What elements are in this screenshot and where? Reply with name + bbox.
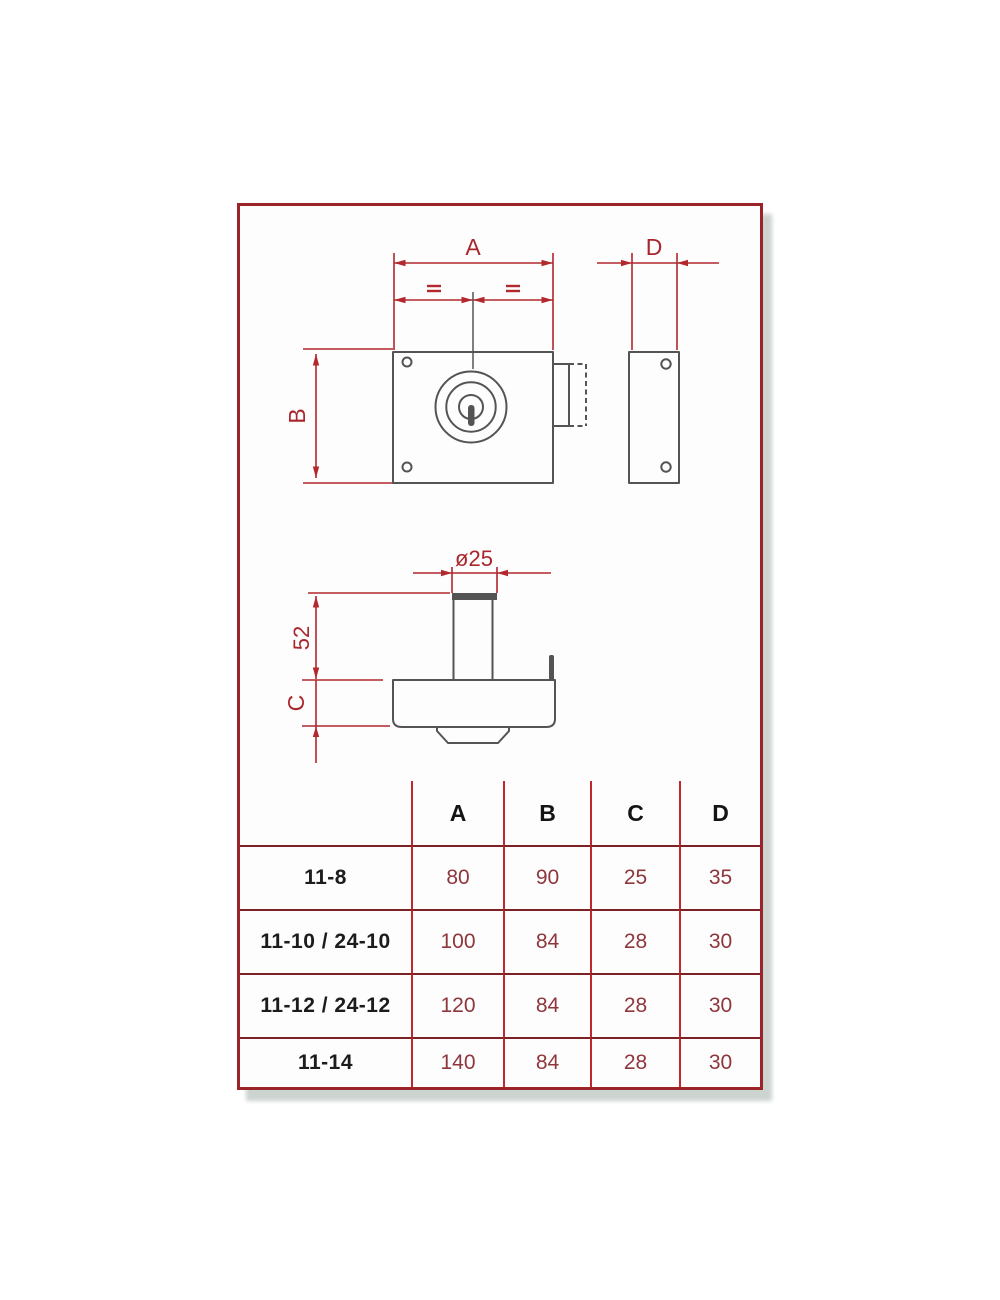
value-b: 84 (503, 973, 590, 1037)
dimension-52 (289, 593, 450, 680)
side-view-lock (393, 593, 555, 743)
technical-drawing (240, 206, 760, 781)
value-a: 80 (411, 845, 503, 909)
cylinder-cap (452, 593, 497, 600)
value-c: 25 (590, 845, 679, 909)
dim-label-diameter: ø25 (455, 546, 493, 571)
value-d: 35 (679, 845, 760, 909)
value-a: 120 (411, 973, 503, 1037)
spec-table (240, 781, 760, 1087)
value-b: 90 (503, 845, 590, 909)
screw-hole (661, 359, 670, 368)
table-header-empty (240, 781, 411, 845)
cylinder-collar (437, 727, 509, 743)
table-header-B: B (503, 781, 590, 845)
value-c: 28 (590, 1037, 679, 1087)
dim-label-B: B (284, 408, 310, 424)
equal-mark-right (506, 286, 520, 291)
dim-label-52: 52 (289, 625, 314, 651)
bolt (553, 364, 586, 426)
dimension-C (283, 680, 390, 763)
dim-label-C: C (283, 694, 309, 712)
product-dimension-card (237, 203, 763, 1090)
dim-label-D: D (645, 234, 663, 260)
screw-hole (661, 462, 670, 471)
value-b: 84 (503, 909, 590, 973)
dimension-diameter-25 (413, 546, 551, 593)
bolt-pin (549, 655, 554, 681)
value-d: 30 (679, 973, 760, 1037)
table-header-D: D (679, 781, 760, 845)
value-b: 84 (503, 1037, 590, 1087)
dimension-D (597, 234, 719, 350)
equal-mark-left (427, 286, 441, 291)
model-name: 11-10 / 24-10 (240, 909, 411, 973)
cylinder-side (454, 599, 493, 680)
table-header-A: A (411, 781, 503, 845)
value-c: 28 (590, 909, 679, 973)
model-name: 11-12 / 24-12 (240, 973, 411, 1037)
value-c: 28 (590, 973, 679, 1037)
value-d: 30 (679, 1037, 760, 1087)
model-name: 11-14 (240, 1037, 411, 1087)
value-a: 100 (411, 909, 503, 973)
front-view-strike-plate (629, 352, 679, 483)
keyhole-slot (468, 405, 475, 426)
dimension-B (284, 349, 393, 483)
model-name: 11-8 (240, 845, 411, 909)
value-a: 140 (411, 1037, 503, 1087)
value-d: 30 (679, 909, 760, 973)
dim-label-A: A (465, 234, 481, 260)
lock-body-side (393, 680, 555, 727)
front-view-lock-body (393, 292, 586, 483)
screw-hole (403, 358, 412, 367)
table-header-C: C (590, 781, 679, 845)
screw-hole (403, 463, 412, 472)
